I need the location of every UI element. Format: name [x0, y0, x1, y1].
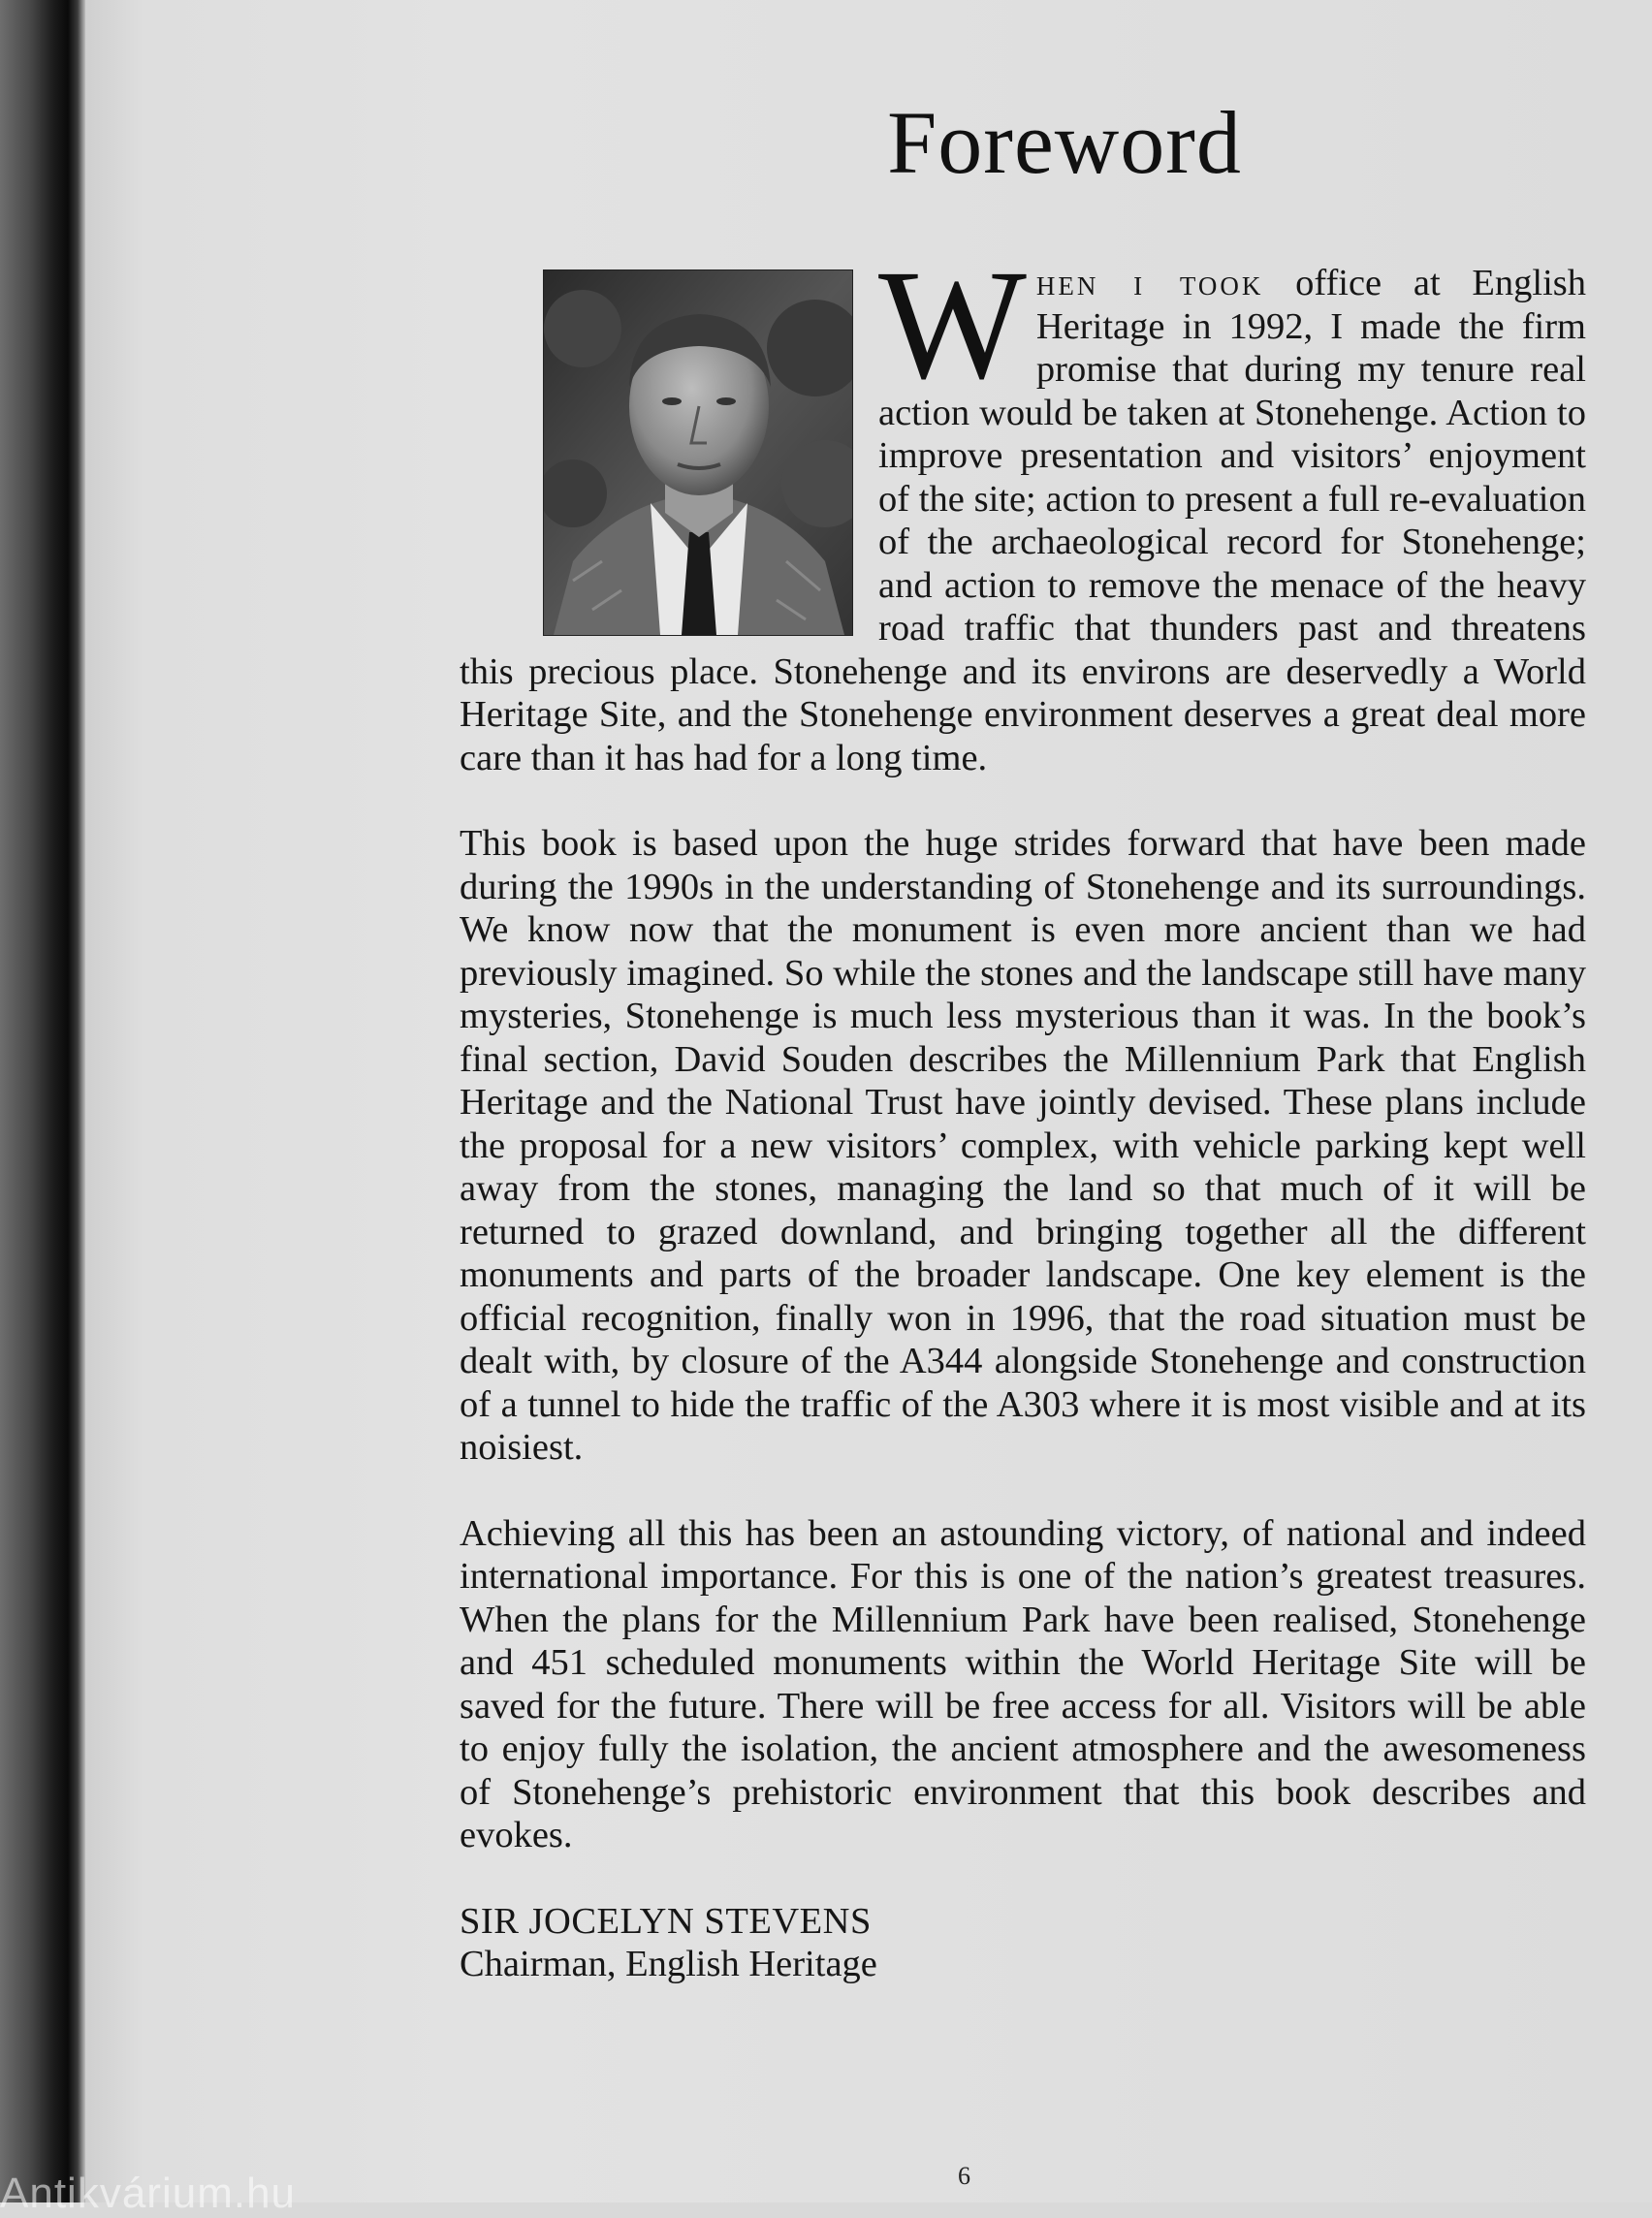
- page-number: 6: [958, 2162, 970, 2190]
- opening-small-caps: hen i took: [1035, 263, 1264, 303]
- foreword-text: [460, 238, 1587, 1986]
- portrait-photo-icon: [543, 269, 853, 636]
- book-binding: [0, 0, 85, 2202]
- page-title: Foreword: [887, 93, 1242, 192]
- watermark: Antikvárium.hu: [0, 2170, 297, 2217]
- paragraph-3: Achieving all this has been an astounding victory, of national and indeed international importance. For this is one of the nation’s greatest treasures. When the plans for the Millennium Park have been realised, Stonehenge and 451 scheduled monuments within the World Heritage Site will be saved for the future. There will be free access for all. Visitors will be able to enjoy fully the isolation, the ancient atmosphere and the awesomeness of Stonehenge’s prehistoric environment that this book describes and evokes.: [460, 1512, 1586, 1855]
- signature-name: SIR JOCELYN STEVENS: [460, 1900, 872, 1942]
- drop-cap: W: [878, 238, 1027, 412]
- signature-role: Chairman, English Heritage: [460, 1944, 877, 1984]
- signature-block: [460, 1900, 1586, 1986]
- book-page: [85, 0, 1652, 2202]
- paragraph-2: This book is based upon the huge strides forward that have been made during the 1990s in the understanding of Stonehenge and its surroundings. We know now that the monument is even more ancient than we had previously imagined. So while the stones and the landscape still have many mysteries, Stonehenge is much less mysterious than it was. In the book’s final section, David Souden describes the Millennium Park that English Heritage and the National Trust have jointly devised. These plans include the proposal for a new visitors’ complex, with vehicle parking kept well away from the stones, managing the land so that much of it will be returned to grazed downland, and bringing together all the different monuments and parts of the broader landscape. One key element is the official recognition, finally won in 1996, that the road situation must be dealt with, by closure of the A344 alongside Stonehenge and construction of a tunnel to hide the traffic of the A303 where it is most visible and at its noisiest.: [460, 823, 1586, 1468]
- paragraph-1-text: office at English Heritage in 1992, I made the firm promise that during my tenure real action would be taken at Stonehenge. Action to improve presentation and visitors’ enjoyment of the site; action to present a full re-evaluation of the archaeological record for Stonehenge; and action to remove the menace of the heavy road traffic that thunders past and threatens this precious place. Stonehenge and its environs are deservedly a World Heritage Site, and the Stonehenge environment deserves a great deal more care than it has had for a long time.: [460, 263, 1587, 778]
